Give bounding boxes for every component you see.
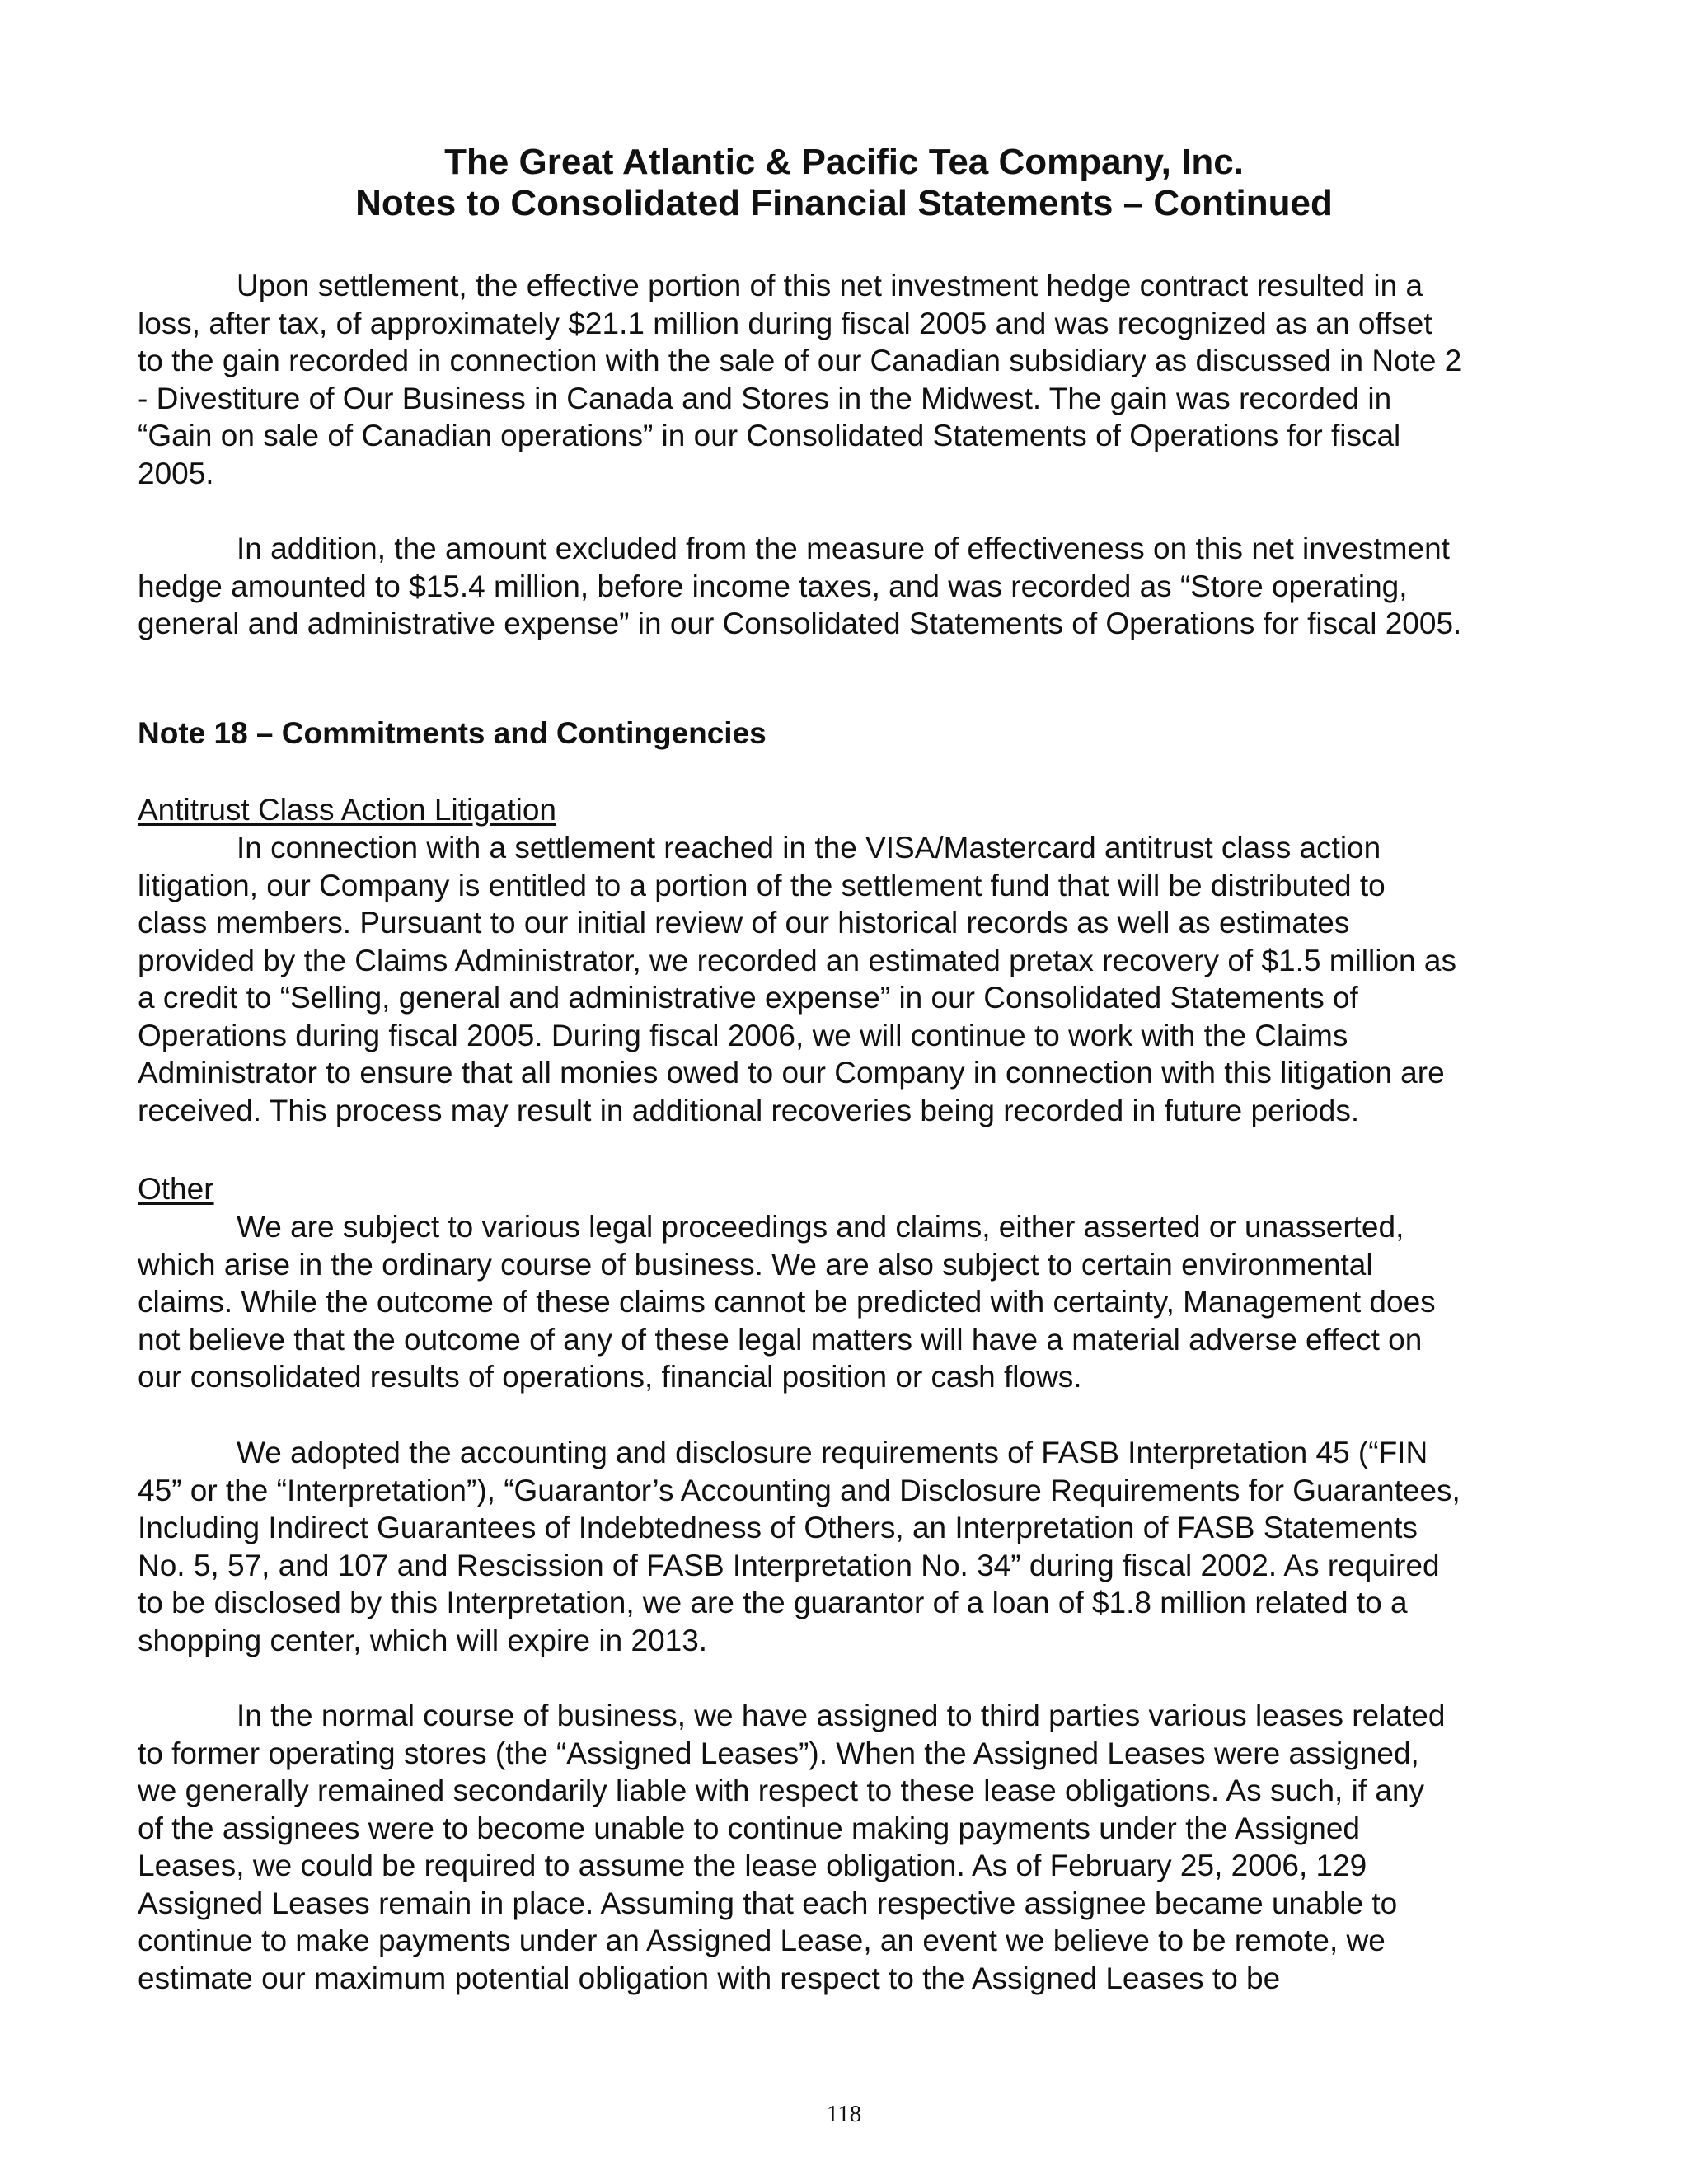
text-line: to the gain recorded in connection with the sale of our Canadian subsidiary as discussed in Note 2 [138, 344, 1462, 377]
text-line: a credit to “Selling, general and administrative expense” in our Consolidated Statements of [138, 981, 1358, 1015]
text-line: We are subject to various legal proceedings and claims, either asserted or unasserted, [237, 1210, 1404, 1244]
text-line: of the assignees were to become unable to continue making payments under the Assigned [138, 1811, 1360, 1845]
text-line: Including Indirect Guarantees of Indebtedness of Others, an Interpretation of FASB Statements [138, 1511, 1418, 1544]
text-line: hedge amounted to $15.4 million, before income taxes, and was recorded as “Store operating, [138, 569, 1408, 603]
text-line: we generally remained secondarily liable with respect to these lease obligations. As such, if any [138, 1774, 1425, 1807]
note-18-heading: Note 18 – Commitments and Contingencies [138, 716, 767, 750]
text-line: No. 5, 57, and 107 and Rescission of FASB Interpretation No. 34” during fiscal 2002. As required [138, 1548, 1440, 1582]
paragraph-hedge-excluded-amount [138, 530, 1562, 643]
text-line: - Divestiture of Our Business in Canada and Stores in the Midwest. The gain was recorded in [138, 381, 1392, 415]
text-line: Operations during fiscal 2005. During fiscal 2006, we will continue to work with the Claims [138, 1018, 1348, 1052]
text-line: received. This process may result in additional recoveries being recorded in future periods. [138, 1093, 1360, 1127]
text-line: to be disclosed by this Interpretation, we are the guarantor of a loan of $1.8 million related to a [138, 1586, 1408, 1619]
paragraph-antitrust [138, 829, 1562, 1129]
text-line: continue to make payments under an Assigned Lease, an event we believe to be remote, we [138, 1924, 1386, 1957]
paragraph-hedge-settlement [138, 267, 1562, 492]
text-line: Administrator to ensure that all monies owed to our Company in connection with this litigation are [138, 1056, 1445, 1090]
text-line: Upon settlement, the effective portion of this net investment hedge contract resulted in a [237, 269, 1423, 302]
company-title: The Great Atlantic & Pacific Tea Company, Inc. [444, 142, 1244, 182]
text-line: which arise in the ordinary course of business. We are also subject to certain environmental [138, 1247, 1373, 1282]
text-line: 45” or the “Interpretation”), “Guarantor’s Accounting and Disclosure Requirements for Guarantees, [138, 1473, 1461, 1507]
paragraph-legal-proceedings [138, 1208, 1562, 1396]
page-number: 118 [826, 2101, 862, 2127]
text-line: We adopted the accounting and disclosure requirements of FASB Interpretation 45 (“FIN [237, 1436, 1428, 1469]
paragraph-assigned-leases [138, 1697, 1562, 1997]
text-line: loss, after tax, of approximately $21.1 million during fiscal 2005 and was recognized as an offset [138, 306, 1432, 340]
text-line: 2005. [138, 456, 214, 490]
text-line: litigation, our Company is entitled to a portion of the settlement fund that will be distributed to [138, 868, 1386, 902]
text-line: Leases, we could be required to assume the lease obligation. As of February 25, 2006, 129 [138, 1849, 1367, 1882]
text-line: In addition, the amount excluded from the measure of effectiveness on this net investment [237, 532, 1450, 565]
text-line: not believe that the outcome of any of these legal matters will have a material adverse effect on [138, 1322, 1423, 1357]
text-line: “Gain on sale of Canadian operations” in our Consolidated Statements of Operations for fiscal [138, 419, 1401, 452]
text-line: provided by the Claims Administrator, we recorded an estimated pretax recovery of $1.5 million as [138, 943, 1456, 977]
text-line: In the normal course of business, we have assigned to third parties various leases related [237, 1699, 1446, 1732]
text-line: estimate our maximum potential obligation with respect to the Assigned Leases to be [138, 1961, 1281, 1995]
paragraph-fin-45 [138, 1434, 1562, 1659]
text-line: In connection with a settlement reached in the VISA/Mastercard antitrust class action [237, 831, 1381, 865]
text-line: to former operating stores (the “Assigned Leases”). When the Assigned Leases were assigned, [138, 1736, 1419, 1770]
text-line: Assigned Leases remain in place. Assuming that each respective assignee became unable to [138, 1886, 1398, 1920]
page-subtitle: Notes to Consolidated Financial Statements – Continued [355, 183, 1333, 223]
text-line: class members. Pursuant to our initial review of our historical records as well as estimates [138, 906, 1350, 940]
other-subheading: Other [138, 1172, 214, 1206]
text-line: general and administrative expense” in our Consolidated Statements of Operations for fiscal 2005. [138, 607, 1462, 640]
text-line: our consolidated results of operations, financial position or cash flows. [138, 1360, 1082, 1394]
text-line: claims. While the outcome of these claims cannot be predicted with certainty, Management does [138, 1285, 1436, 1319]
text-line: shopping center, which will expire in 2013. [138, 1623, 708, 1657]
antitrust-subheading: Antitrust Class Action Litigation [138, 793, 556, 827]
